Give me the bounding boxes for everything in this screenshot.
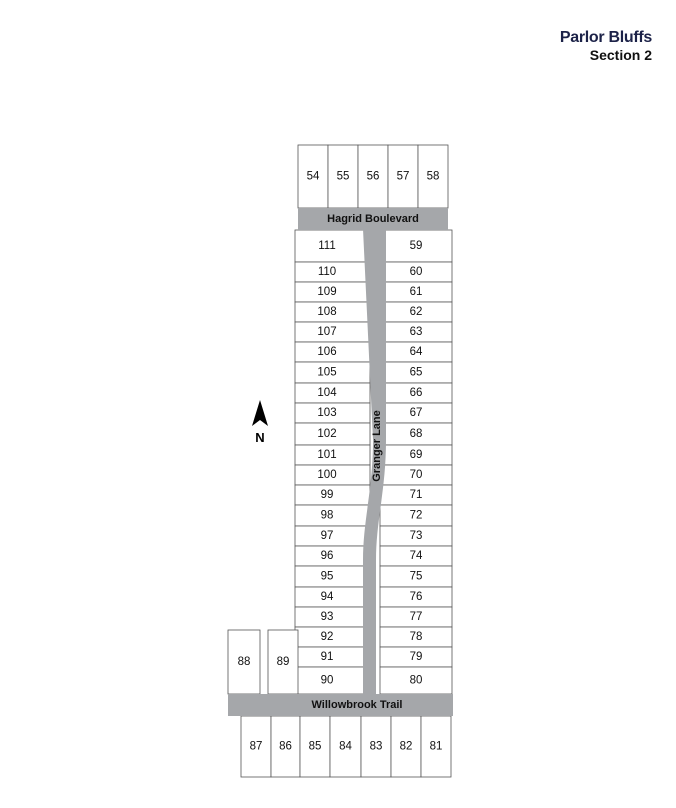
lot-number: 65 [409, 366, 423, 379]
lot-87 [241, 716, 271, 777]
lot-number: 93 [320, 611, 334, 623]
lot-76 [380, 587, 452, 607]
lot-number: 90 [320, 674, 334, 687]
lot-number: 99 [320, 489, 334, 501]
lot-number: 83 [369, 740, 383, 753]
lot-54 [298, 145, 328, 208]
lot-89 [268, 630, 298, 694]
lot-number: 82 [399, 740, 413, 753]
north-label: N [255, 430, 265, 445]
lot-75 [380, 566, 452, 587]
lot-84 [330, 716, 361, 777]
lot-number: 55 [336, 170, 350, 183]
lot-number: 75 [409, 570, 423, 583]
lot-number: 63 [409, 326, 423, 338]
lot-58 [418, 145, 448, 208]
lot-number: 74 [409, 550, 423, 562]
lot-82 [391, 716, 421, 777]
lot-number: 104 [317, 387, 337, 399]
lot-70 [380, 465, 452, 485]
lot-109 [295, 282, 370, 302]
lot-number: 72 [409, 509, 423, 522]
lot-66 [380, 383, 452, 403]
hagrid-boulevard-label: Hagrid Boulevard [327, 213, 419, 225]
lot-108 [295, 302, 370, 322]
lot-61 [380, 282, 452, 302]
development-title: Parlor Bluffs [559, 29, 652, 46]
lot-71 [380, 485, 452, 505]
lot-90 [295, 667, 370, 694]
lot-106 [295, 342, 370, 362]
section-label: Section 2 [589, 47, 652, 64]
lot-number: 108 [317, 306, 337, 318]
lot-83 [361, 716, 391, 777]
lot-number: 76 [409, 591, 423, 603]
lot-81 [421, 716, 451, 777]
lot-number: 102 [317, 428, 337, 440]
lot-number: 69 [409, 449, 423, 461]
lots-layer [228, 145, 452, 777]
lot-59 [380, 230, 452, 262]
lot-57 [388, 145, 418, 208]
lot-56 [358, 145, 388, 208]
lot-number: 73 [409, 530, 423, 542]
lot-110 [295, 262, 370, 282]
lot-number: 98 [320, 509, 334, 522]
lot-number: 100 [317, 469, 337, 481]
lot-number: 68 [409, 428, 423, 440]
lot-number: 61 [409, 286, 423, 298]
lot-73 [380, 526, 452, 546]
lot-number: 81 [429, 740, 443, 753]
lot-101 [295, 445, 370, 465]
lot-number: 88 [237, 656, 251, 668]
lot-number: 101 [317, 449, 337, 461]
lot-98 [295, 505, 370, 526]
lot-number: 109 [317, 286, 337, 298]
lot-number: 87 [249, 740, 263, 753]
lot-80 [380, 667, 452, 694]
lot-85 [300, 716, 330, 777]
lot-103 [295, 403, 370, 423]
lot-107 [295, 322, 370, 342]
lot-92 [295, 627, 370, 647]
lot-number: 57 [396, 170, 410, 183]
lot-99 [295, 485, 370, 505]
lot-number: 67 [409, 407, 423, 419]
lot-number: 80 [409, 674, 423, 687]
lot-65 [380, 362, 452, 383]
lot-102 [295, 423, 370, 445]
lot-number: 79 [409, 651, 423, 663]
lot-105 [295, 362, 370, 383]
lot-number: 58 [426, 170, 440, 183]
lot-64 [380, 342, 452, 362]
lot-94 [295, 587, 370, 607]
lot-68 [380, 423, 452, 445]
lot-number: 110 [317, 266, 337, 278]
lot-96 [295, 546, 370, 566]
lot-number: 78 [409, 631, 423, 643]
lot-number: 71 [409, 489, 423, 501]
lot-number: 60 [409, 266, 423, 278]
lot-number: 105 [317, 366, 337, 379]
lot-63 [380, 322, 452, 342]
lot-55 [328, 145, 358, 208]
lot-number: 106 [317, 346, 337, 358]
lot-97 [295, 526, 370, 546]
lot-number: 64 [409, 346, 423, 358]
north-arrow-icon [252, 400, 268, 426]
lot-number: 70 [409, 469, 423, 481]
lot-number: 111 [318, 240, 336, 252]
lot-72 [380, 505, 452, 526]
lot-67 [380, 403, 452, 423]
lot-number: 97 [320, 530, 334, 542]
lot-78 [380, 627, 452, 647]
lot-number: 103 [317, 407, 337, 419]
lot-number: 56 [366, 170, 380, 183]
willowbrook-trail-label: Willowbrook Trail [311, 699, 403, 711]
lot-95 [295, 566, 370, 587]
lot-104 [295, 383, 370, 403]
north-arrow [252, 400, 268, 445]
lot-number: 89 [276, 656, 290, 668]
lot-60 [380, 262, 452, 282]
lot-111 [295, 230, 370, 262]
lot-100 [295, 465, 370, 485]
lot-79 [380, 647, 452, 667]
lot-69 [380, 445, 452, 465]
lot-number: 77 [409, 611, 423, 623]
lot-number: 94 [320, 591, 334, 603]
lot-number: 95 [320, 570, 334, 583]
lot-86 [271, 716, 300, 777]
lot-77 [380, 607, 452, 627]
lot-number: 86 [279, 740, 292, 753]
lot-number: 91 [320, 651, 334, 663]
lot-number: 84 [339, 740, 352, 753]
granger-lane-label: Granger Lane [371, 410, 383, 482]
lot-number: 66 [409, 387, 423, 399]
lot-number: 92 [320, 631, 334, 643]
lot-number: 96 [320, 550, 334, 562]
lot-number: 59 [409, 240, 423, 252]
lot-number: 54 [306, 170, 320, 183]
lot-number: 85 [308, 740, 322, 753]
lot-number: 107 [317, 326, 337, 338]
lot-88 [228, 630, 260, 694]
lot-91 [295, 647, 370, 667]
lot-number: 62 [409, 306, 423, 318]
lot-62 [380, 302, 452, 322]
lot-93 [295, 607, 370, 627]
lot-74 [380, 546, 452, 566]
